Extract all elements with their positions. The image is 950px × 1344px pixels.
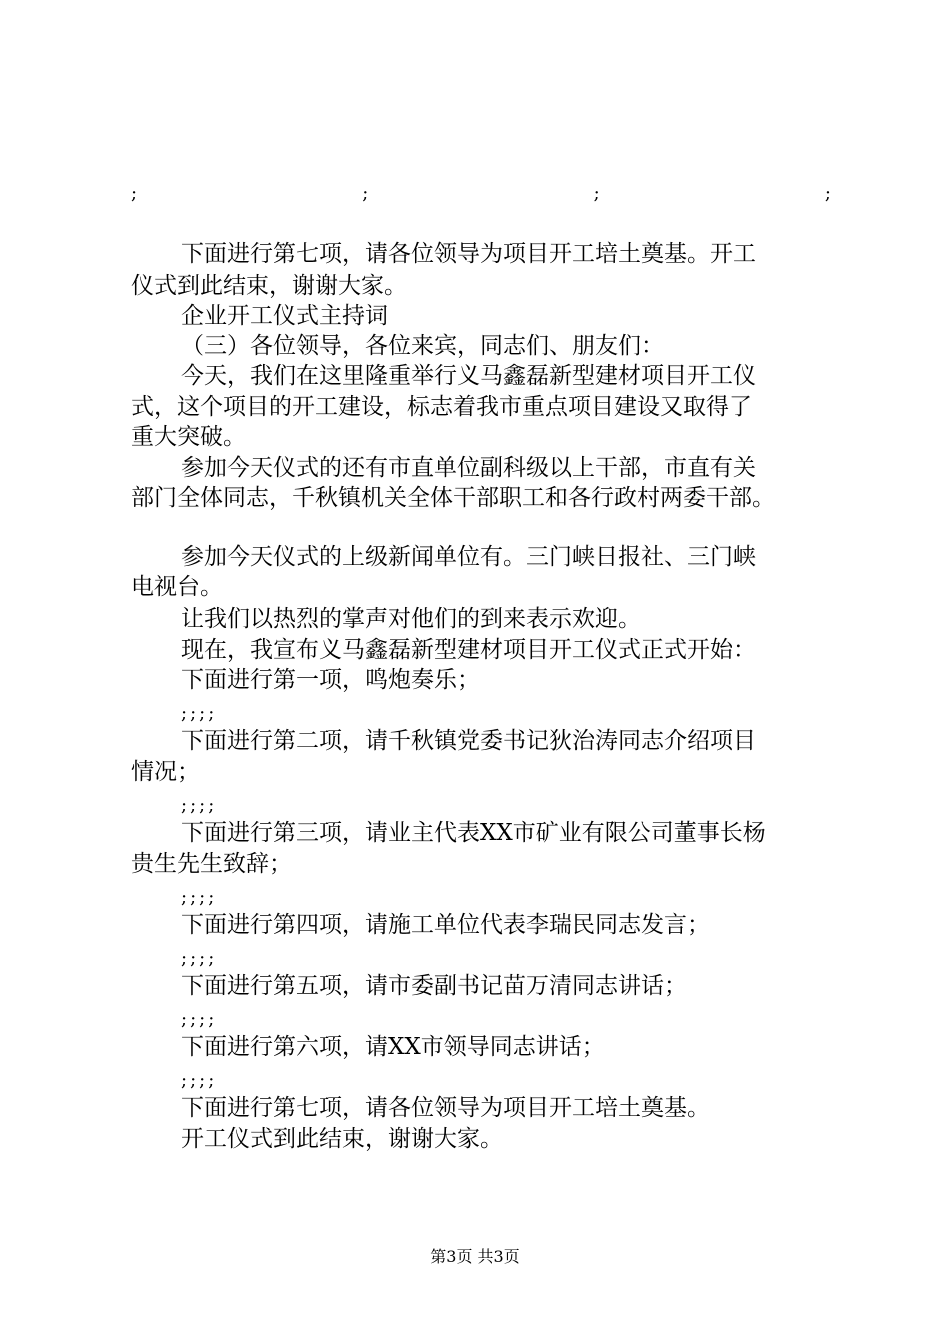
separator: ; <box>362 183 369 204</box>
paragraph-line: 让我们以热烈的掌声对他们的到来表示欢迎。 <box>181 606 641 632</box>
separator-row <box>131 183 831 204</box>
separator-line: ;;;; <box>181 1070 218 1091</box>
agenda-item: 下面进行第三项，请业主代表XX市矿业有限公司董事长杨 <box>181 820 766 846</box>
agenda-item: 下面进行第二项，请千秋镇党委书记狄治涛同志介绍项目 <box>181 728 756 754</box>
paragraph-line: 今天，我们在这里隆重举行义马鑫磊新型建材项目开工仪 <box>181 363 756 389</box>
paragraph-line: 重大突破。 <box>131 424 246 450</box>
closing-line: 开工仪式到此结束，谢谢大家。 <box>181 1126 503 1152</box>
agenda-item: 下面进行第一项，鸣炮奏乐； <box>181 667 480 693</box>
paragraph-line: 现在，我宣布义马鑫磊新型建材项目开工仪式正式开始： <box>181 637 756 663</box>
separator-line: ;;;; <box>181 703 218 724</box>
separator-line: ;;;; <box>181 1009 218 1030</box>
separator-line: ;;;; <box>181 887 218 908</box>
page-footer: 第3页 共3页 <box>430 1247 520 1266</box>
agenda-item: 下面进行第六项，请XX市领导同志讲话； <box>181 1034 605 1060</box>
paragraph-line: 式，这个项目的开工建设，标志着我市重点项目建设又取得了 <box>131 394 752 420</box>
paragraph-line: 部门全体同志，千秋镇机关全体干部职工和各行政村两委干部。 <box>131 485 775 511</box>
section-title: 企业开工仪式主持词 <box>181 303 388 329</box>
agenda-item: 下面进行第五项，请市委副书记苗万清同志讲话； <box>181 973 687 999</box>
separator: ; <box>593 183 600 204</box>
separator: ; <box>824 183 831 204</box>
agenda-item: 贵生先生致辞； <box>131 851 292 877</box>
agenda-item: 下面进行第四项，请施工单位代表李瑞民同志发言； <box>181 912 710 938</box>
agenda-item: 情况； <box>131 759 200 785</box>
paragraph-line: 下面进行第七项，请各位领导为项目开工培土奠基。开工 <box>181 241 756 267</box>
paragraph-line: 仪式到此结束，谢谢大家。 <box>131 273 407 299</box>
greeting: （三）各位领导，各位来宾，同志们、朋友们： <box>181 333 664 359</box>
separator: ; <box>131 183 138 204</box>
separator-line: ;;;; <box>181 795 218 816</box>
separator-line: ;;;; <box>181 948 218 969</box>
agenda-item: 下面进行第七项，请各位领导为项目开工培土奠基。 <box>181 1095 710 1121</box>
paragraph-line: 参加今天仪式的还有市直单位副科级以上干部，市直有关 <box>181 455 756 481</box>
paragraph-line: 电视台。 <box>131 574 223 600</box>
paragraph-line: 参加今天仪式的上级新闻单位有。三门峡日报社、三门峡 <box>181 544 756 570</box>
